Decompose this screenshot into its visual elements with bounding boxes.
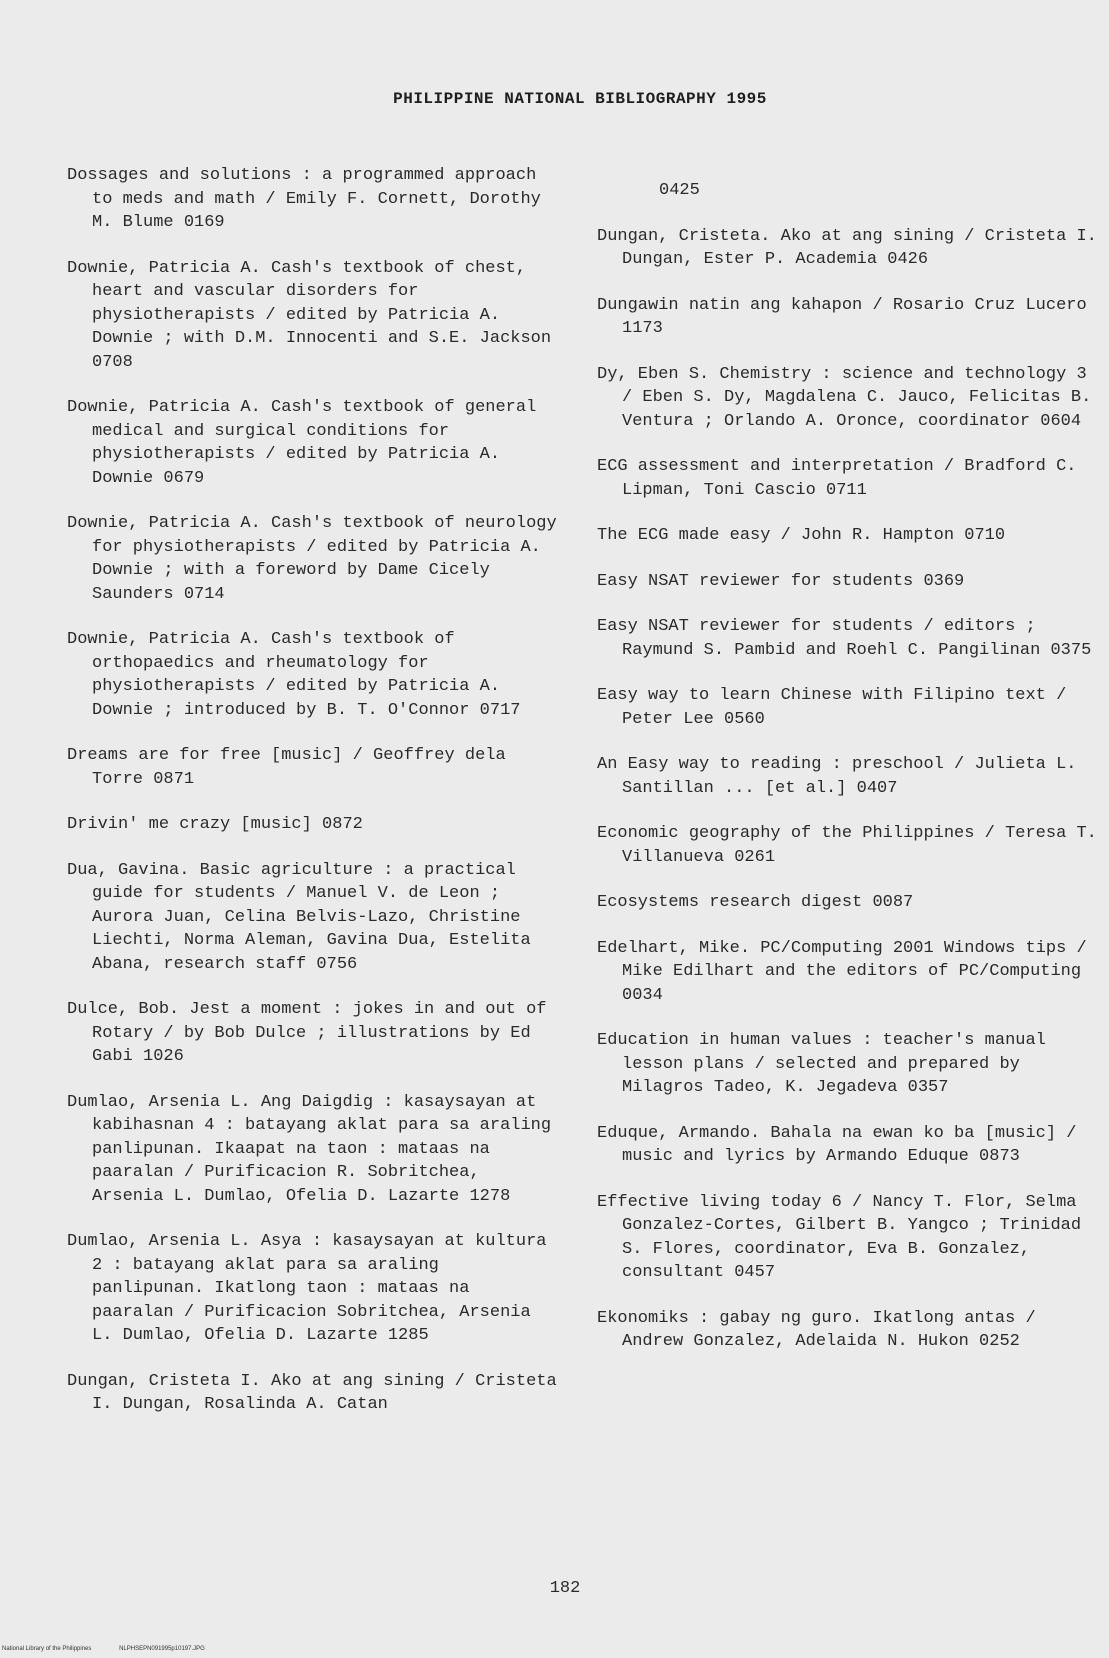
bibliography-entry: Downie, Patricia A. Cash's textbook of orthopaedics and rheumatology for physiotherapists / edited by Patricia A. Downie ; introduced by B. T. O'Connor 0717 [67,630,521,720]
bibliography-entry: Dossages and solutions : a programmed approach to meds and math / Emily F. Cornett, Dorothy M. Blume 0169 [67,166,541,232]
bibliography-entry: Dungan, Cristeta I. Ako at ang sining / Cristeta I. Dungan, Rosalinda A. Catan [67,1371,557,1414]
bibliography-entry: Edelhart, Mike. PC/Computing 2001 Windows tips / Mike Edilhart and the editors of PC/Computing 0034 [597,938,1087,1005]
bibliography-entry: Downie, Patricia A. Cash's textbook of general medical and surgical conditions for physiotherapists / edited by Patricia A. Downie 0679 [67,398,537,488]
footer-file: NLPHSEPN091995p10197.JPG [119,1646,205,1652]
bibliography-entry: The ECG made easy / John R. Hampton 0710 [597,526,1006,545]
bibliography-entry: Ekonomiks : gabay ng guro. Ikatlong antas / Andrew Gonzalez, Adelaida N. Hukon 0252 [597,1308,1036,1351]
bibliography-entry: Economic geography of the Philippines / Teresa T. Villanueva 0261 [597,824,1097,867]
bibliography-entry: Easy NSAT reviewer for students 0369 [597,571,965,591]
bibliography-entry: Dungawin natin ang kahapon / Rosario Cruz Lucero 1173 [597,295,1087,338]
bibliography-entry: Dungan, Cristeta. Ako at ang sining / Cristeta I. Dungan, Ester P. Academia 0426 [597,226,1097,269]
bibliography-entry: Dua, Gavina. Basic agriculture : a practical guide for students / Manuel V. de Leon ; Aurora Juan, Celina Belvis-Lazo, Christine Liechti, Norma Aleman, Gavina Dua, Estelita Abana, research staff 0756 [67,860,531,974]
bibliography-entry: Dulce, Bob. Jest a moment : jokes in and out of Rotary / by Bob Dulce ; illustrations by Ed Gabi 1026 [67,1000,547,1066]
bibliography-entry: Dy, Eben S. Chemistry : science and technology 3 / Eben S. Dy, Magdalena C. Jauco, Felicitas B. Ventura ; Orlando A. Oronce, coordinator 0604 [597,364,1092,431]
bibliography-entry: Dumlao, Arsenia L. Asya : kasaysayan at kultura 2 : batayang aklat para sa araling panlipunan. Ikatlong taon : mataas na paaralan / Purificacion Sobritchea, Arsenia L. Dumlao, Ofelia D. Lazarte 1285 [67,1232,547,1345]
bibliography-entry: Dreams are for free [music] / Geoffrey dela Torre 0871 [67,746,506,789]
bibliography-entry: Ecosystems research digest 0087 [597,893,914,912]
right-column [597,162,1097,1376]
bibliography-entry: Education in human values : teacher's manual lesson plans / selected and prepared by Milagros Tadeo, K. Jegadeva 0357 [597,1031,1046,1097]
bibliography-entry: Downie, Patricia A. Cash's textbook of neurology for physiotherapists / edited by Patricia A. Downie ; with a foreword by Dame Cicely Saunders 0714 [67,514,557,604]
page-number: 182 [549,1579,581,1598]
bibliography-entry: Easy way to learn Chinese with Filipino text / Peter Lee 0560 [597,686,1067,729]
left-column [67,164,557,1439]
entry-continuation: 0425 [659,181,700,200]
scan-footer [2,1646,231,1652]
bibliography-entry: ECG assessment and interpretation / Bradford C. Lipman, Toni Cascio 0711 [597,457,1077,500]
bibliography-entry: An Easy way to reading : preschool / Julieta L. Santillan ... [et al.] 0407 [597,755,1077,798]
bibliography-entry: Effective living today 6 / Nancy T. Flor, Selma Gonzalez-Cortes, Gilbert B. Yangco ; Trinidad S. Flores, coordinator, Eva B. Gonzalez, consultant 0457 [597,1192,1082,1282]
footer-library: National Library of the Philippines [2,1646,92,1652]
page-title: PHILIPPINE NATIONAL BIBLIOGRAPHY 1995 [393,90,767,108]
bibliography-entry: Easy NSAT reviewer for students / editors ; Raymund S. Pambid and Roehl C. Pangilinan 0375 [597,617,1092,660]
bibliography-entry: Drivin' me crazy [music] 0872 [67,815,363,834]
bibliography-entry: Eduque, Armando. Bahala na ewan ko ba [music] / music and lyrics by Armando Eduque 0873 [597,1123,1077,1166]
bibliography-entry: Dumlao, Arsenia L. Ang Daigdig : kasaysayan at kabihasnan 4 : batayang aklat para sa araling panlipunan. Ikaapat na taon : mataas na paaralan / Purificacion R. Sobritchea, Arsenia L. Dumlao, Ofelia D. Lazarte 1278 [67,1092,552,1206]
bibliography-entry: Downie, Patricia A. Cash's textbook of chest, heart and vascular disorders for physiotherapists / edited by Patricia A. Downie ; with D.M. Innocenti and S.E. Jackson 0708 [67,258,552,372]
